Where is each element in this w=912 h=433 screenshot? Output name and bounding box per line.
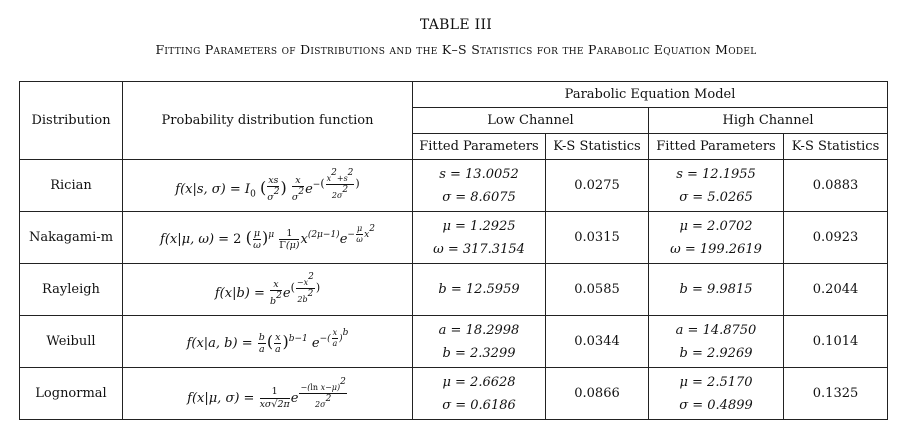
distribution-name: Nakagami-m — [20, 212, 123, 264]
low-ks-value: 0.0585 — [546, 264, 649, 316]
low-ks-value: 0.0315 — [546, 212, 649, 264]
pdf-formula-lognormal: f(x|μ, σ) = $\frac{1}{x\sigma√2\pi}$ e $^{\frac{-(\ln x-\mu)^2}{2\sigma^2}}$ — [123, 368, 413, 420]
low-fitted-params — [413, 160, 546, 212]
header-distribution: Distribution — [20, 82, 123, 160]
distribution-name: Lognormal — [20, 368, 123, 420]
param: σ = 8.6075 — [442, 189, 516, 205]
param: σ = 0.6186 — [442, 397, 516, 413]
table-row — [20, 160, 888, 212]
param: μ = 2.6628 — [442, 374, 516, 390]
header-high-channel: High Channel — [649, 108, 888, 134]
param: s = 12.1955 — [676, 166, 756, 182]
param: μ = 2.0702 — [679, 218, 753, 234]
header-high-fitted: Fitted Parameters — [649, 134, 784, 160]
param: b = 2.3299 — [442, 345, 516, 361]
high-fitted-params — [649, 212, 784, 264]
pdf-formula-weibull: f(x|a, b) = $\frac{b}{a}$ ( $\frac{x}{a}$ )$^{b-1}$ $e^{-( \frac{x}{a} )^b}$ — [123, 316, 413, 368]
param: ω = 199.2619 — [670, 241, 762, 257]
param: μ = 2.5170 — [679, 374, 753, 390]
low-fitted-params — [413, 264, 546, 316]
high-ks-value: 0.1014 — [784, 316, 888, 368]
param: σ = 0.4899 — [679, 397, 753, 413]
param: b = 9.9815 — [679, 282, 753, 297]
param: ω = 317.3154 — [433, 241, 525, 257]
low-fitted-params — [413, 368, 546, 420]
high-fitted-params — [649, 316, 784, 368]
high-ks-value: 0.0923 — [784, 212, 888, 264]
low-ks-value: 0.0344 — [546, 316, 649, 368]
param: σ = 5.0265 — [679, 189, 753, 205]
param: μ = 1.2925 — [442, 218, 516, 234]
table-title: Fitting Parameters of Distributions and the K–S Statistics for the Parabolic Equation Model — [155, 42, 757, 57]
high-ks-value: 0.0883 — [784, 160, 888, 212]
parameters-table — [19, 81, 888, 420]
param: b = 2.9269 — [679, 345, 753, 361]
table-row — [20, 212, 888, 264]
param: a = 14.8750 — [675, 322, 757, 338]
param: b = 12.5959 — [438, 282, 520, 297]
high-ks-value: 0.1325 — [784, 368, 888, 420]
header-low-channel: Low Channel — [413, 108, 649, 134]
low-fitted-params — [413, 212, 546, 264]
high-fitted-params — [649, 368, 784, 420]
header-pdf: Probability distribution function — [123, 82, 413, 160]
header-low-ks: K-S Statistics — [546, 134, 649, 160]
table-row — [20, 368, 888, 420]
pdf-formula-nakagami: f(x|μ, ω) = 2 ( $\frac{\mu}{\omega}$ )$^\mu$ $\frac{1}{\Gamma(\mu)}$ $x^{(2\mu-1)}e^{- \frac{\mu}{\omega} x^2}$ — [123, 212, 413, 264]
high-fitted-params — [649, 264, 784, 316]
high-fitted-params — [649, 160, 784, 212]
header-low-fitted: Fitted Parameters — [413, 134, 546, 160]
high-ks-value: 0.2044 — [784, 264, 888, 316]
low-ks-value: 0.0275 — [546, 160, 649, 212]
table-label: TABLE III — [419, 17, 493, 33]
pdf-formula-rayleigh: f(x|b) = $\frac{x}{b^2}$ $e^{( \frac{-x^2}{2b^2} )}$ — [123, 264, 413, 316]
distribution-name: Weibull — [20, 316, 123, 368]
header-model: Parabolic Equation Model — [413, 82, 888, 108]
distribution-name: Rician — [20, 160, 123, 212]
param: a = 18.2998 — [438, 322, 520, 338]
pdf-formula-rician: f(x|s, $\sigma) = I_0$ ( $\frac{xs}{\sigma^2}$ ) $\frac{x}{\sigma^2}$ $e^{-( \frac{x^2+s^2}{2\sigma^2} )}$ — [123, 160, 413, 212]
low-fitted-params — [413, 316, 546, 368]
distribution-name: Rayleigh — [20, 264, 123, 316]
table-row — [20, 316, 888, 368]
low-ks-value: 0.0866 — [546, 368, 649, 420]
header-high-ks: K-S Statistics — [784, 134, 888, 160]
param: s = 13.0052 — [439, 166, 519, 182]
table-row — [20, 264, 888, 316]
